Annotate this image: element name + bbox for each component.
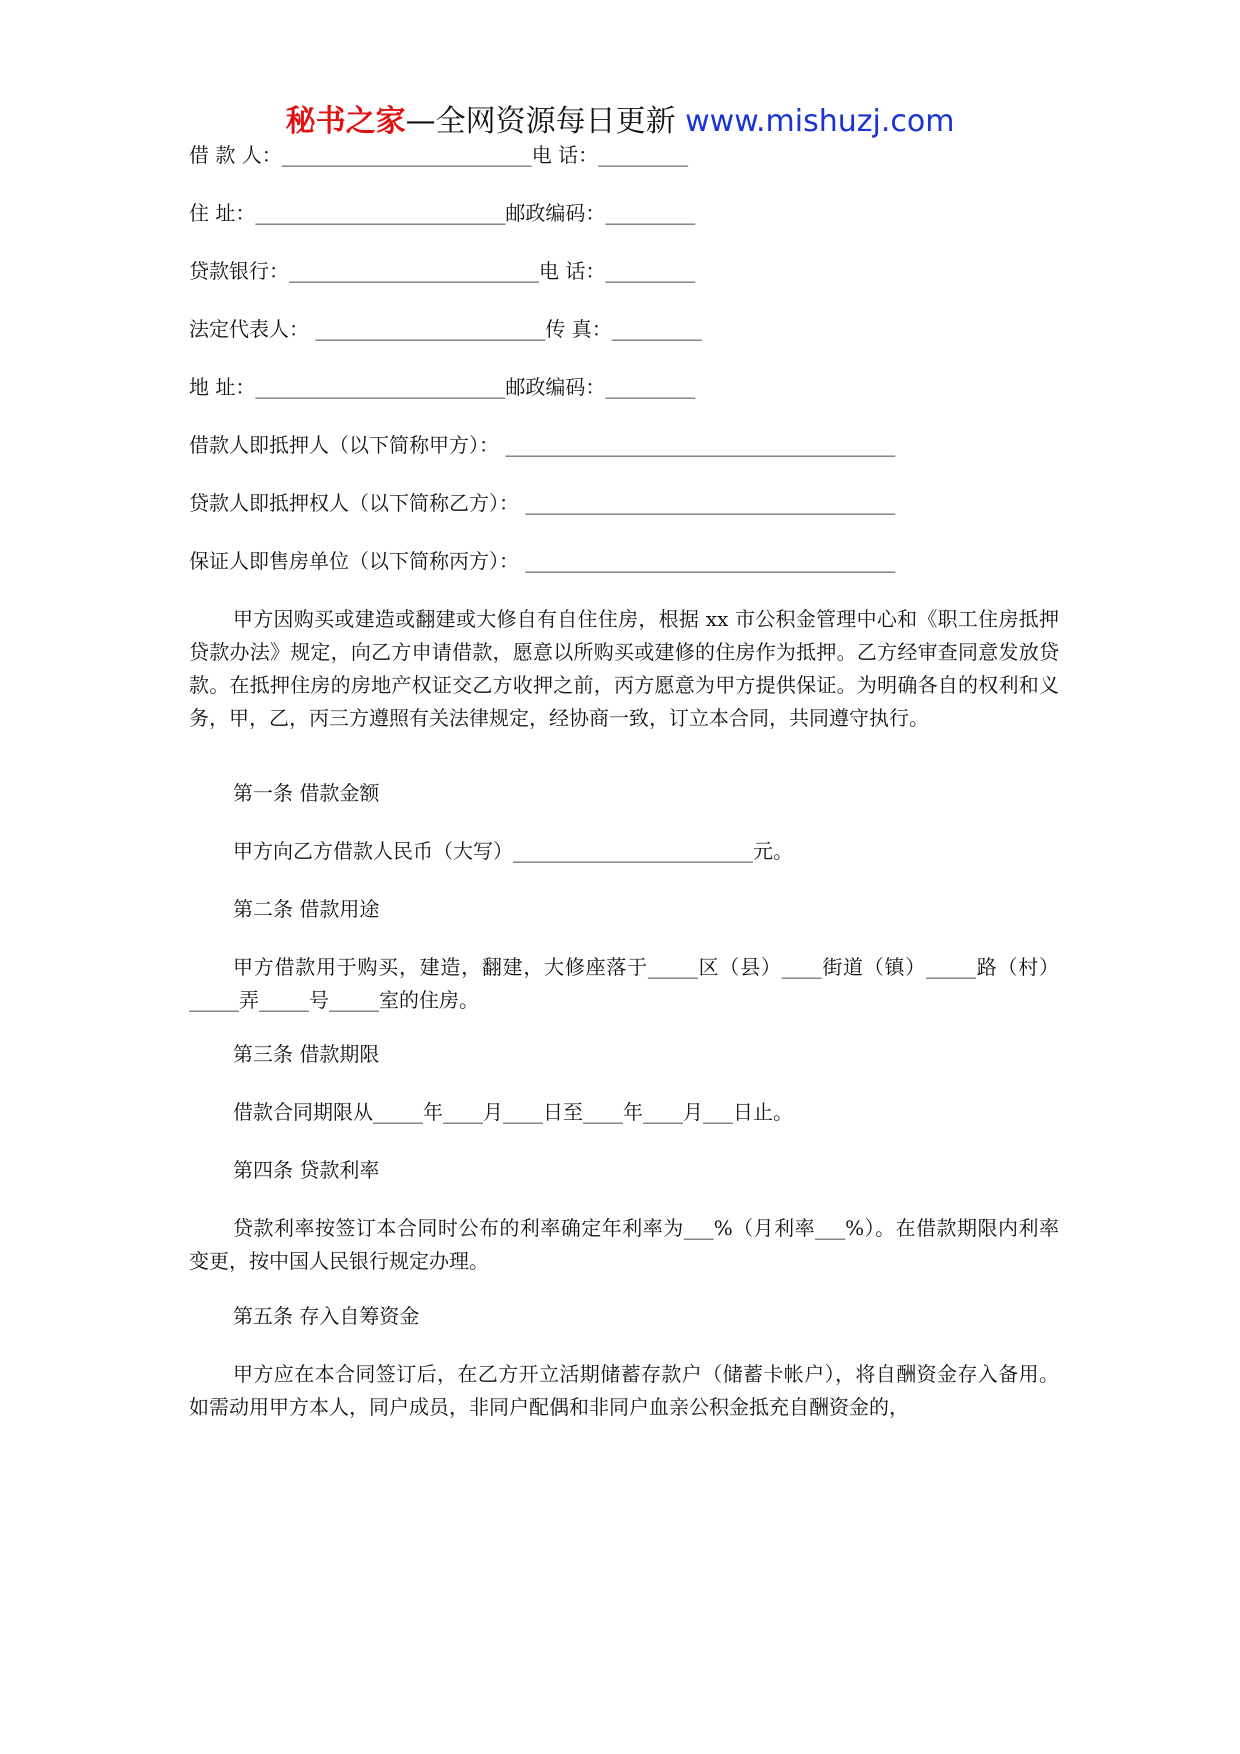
article-2-heading: 第二条 借款用途 [233, 897, 380, 921]
article-4-text: 贷款利率按签订本合同时公布的利率确定年利率为___%（月利率___%）。在借款期限内利率变更，按中国人民银行规定办理。 [189, 1216, 1059, 1273]
legal-representative-field-line: 法定代表人： _______________________传 真：_________ [189, 317, 702, 341]
lender-bank-field-line: 贷款银行：_________________________电 话：_________ [189, 259, 696, 283]
borrower-field-line: 借 款 人：_________________________电 话：_________ [189, 143, 689, 167]
article-4-heading: 第四条 贷款利率 [233, 1158, 380, 1182]
site-brand: 秘书之家 [285, 104, 406, 139]
party-c-line: 保证人即售房单位（以下简称丙方）： _____________________________________ [189, 549, 896, 573]
site-url-link[interactable]: www.mishuzj.com [685, 104, 955, 139]
party-b-line: 贷款人即抵押权人（以下简称乙方）： _____________________________________ [189, 491, 896, 515]
article-3-heading: 第三条 借款期限 [233, 1042, 380, 1066]
article-5-text: 甲方应在本合同签订后，在乙方开立活期储蓄存款户（储蓄卡帐户），将自酬资金存入备用。如需动用甲方本人，同户成员，非同户配偶和非同户血亲公积金抵充自酬资金的， [189, 1362, 1059, 1419]
article-1-text: 甲方向乙方借款人民币（大写）________________________元。 [233, 839, 793, 863]
preamble-paragraph: 甲方因购买或建造或翻建或大修自有自住住房，根据 xx 市公积金管理中心和《职工住房抵押贷款办法》规定，向乙方申请借款，愿意以所购买或建修的住房作为抵押。乙方经审查同意发放贷款。在抵押住房的房地产权证交乙方收押之前，丙方愿意为甲方提供保证。为明确各自的权利和义务，甲，乙，丙三方遵照有关法律规定，经协商一致，订立本合同，共同遵守执行。 [189, 607, 1059, 730]
site-tagline: —全网资源每日更新 [405, 104, 676, 139]
article-2-text: 甲方借款用于购买，建造，翻建，大修座落于_____区（县）____街道（镇）_____路（村）_____弄_____号_____室的住房。 [189, 955, 1059, 1012]
site-header-banner [0, 102, 1240, 142]
borrower-address-field-line: 住 址：_________________________邮政编码：_________ [189, 201, 696, 225]
party-a-line: 借款人即抵押人（以下简称甲方）： _______________________________________ [189, 433, 896, 457]
bank-address-field-line: 地 址：_________________________邮政编码：_________ [189, 375, 696, 399]
article-1-heading: 第一条 借款金额 [233, 781, 380, 805]
article-5-heading: 第五条 存入自筹资金 [233, 1304, 420, 1328]
article-3-text: 借款合同期限从_____年____月____日至____年____月___日止。 [233, 1100, 793, 1124]
